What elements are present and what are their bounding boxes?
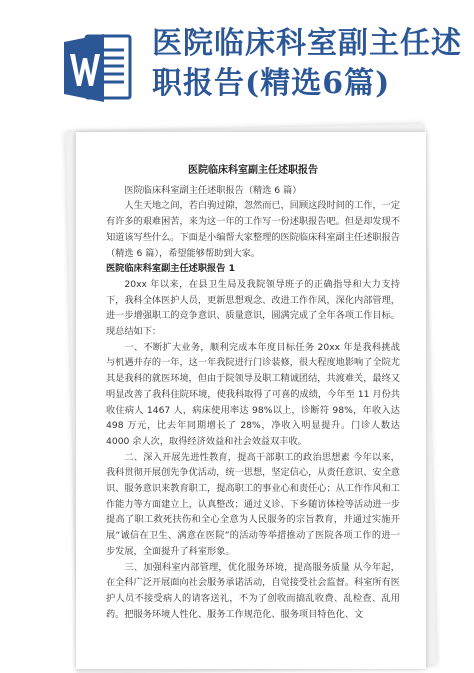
document-paragraph-intro: 人生天地之间，若白驹过隙，忽然而已，回顾这段时间的工作，一定有许多的艰难困苦，来为这一年的工作写一份述职报告吧。但是却发现不知道该写些什么。下面是小编帮大家整理的医院临床科室副主任述职报告（精选 6 篇），希望能够帮助到大家。 — [106, 200, 401, 259]
document-body — [106, 163, 400, 622]
word-document-icon — [64, 30, 134, 108]
document-page — [76, 132, 426, 669]
document-paragraph: 三、加强科室内部管理，优化服务环境，提高服务质量 从今年起，在全科广泛开展面向社会服务承诺活动，自觉接受社会监督。科室所有医护人员不接受病人的请客送礼，不为了创收而搞乱收费、乱检查、乱用药。把服务环境人性化、服务工作规范化、服务项目特色化、文 — [106, 561, 400, 620]
banner — [0, 0, 474, 100]
document-section-heading: 医院临床科室副主任述职报告 1 — [106, 263, 236, 275]
document-title: 医院临床科室副主任述职报告 — [188, 165, 318, 176]
document-paragraph: 二、深入开展先进性教育，提高干部职工的政治思想素 今年以来，我科贯彻开展创先争优活动，统一思想，坚定信心，从责任意识、安全意识、服务意识来教育职工，提高职工的事业心和责任心；从工作作风和工作能力等方面建立上，认真整改；通过义诊、下乡随访体检等活动进一步提高了职工救死扶伤和全心全意为人民服务的宗旨教育，并通过实施开展“诚信在卫生、满意在医院”的活动等举措推动了医院各项工作的进一步发展，全面提升了科室形象。 — [106, 451, 400, 557]
document-paragraph: 20xx 年以来，在县卫生局及我院领导班子的正确指导和大力支持下，我科全体医护人员，更新思想观念、改进工作作风，深化内部管理，进一步增强职工的竞争意识、质量意识，圆满完成了全年各项工作目标。现总结如下： — [106, 278, 400, 338]
page-title: 医院临床科室副主任述职报告(精选6篇) — [152, 26, 462, 101]
document-paragraph: 一、不断扩大业务，顺利完成本年度目标任务 20xx 年是我科挑战与机遇并存的一年，这一年我院进行门诊装修，很大程度地影响了全院尤其是我科的就医环境，但由于院领导及职工精诚团结，共渡难关，最终又明显改善了我科住院环境，使我科取得了可喜的成绩，今年至 11 月份共收住病人 1467 人，病床使用率达 98%以上，诊断符 98%，年收入达 498 万元，比去年同期增长了 28%，净收入明显提升。门诊人数达 4000 余人次，取得经济效益和社会效益双丰收。 — [106, 341, 400, 447]
document-paragraph-subtitle: 医院临床科室副主任述职报告（精选 6 篇） — [124, 184, 302, 196]
